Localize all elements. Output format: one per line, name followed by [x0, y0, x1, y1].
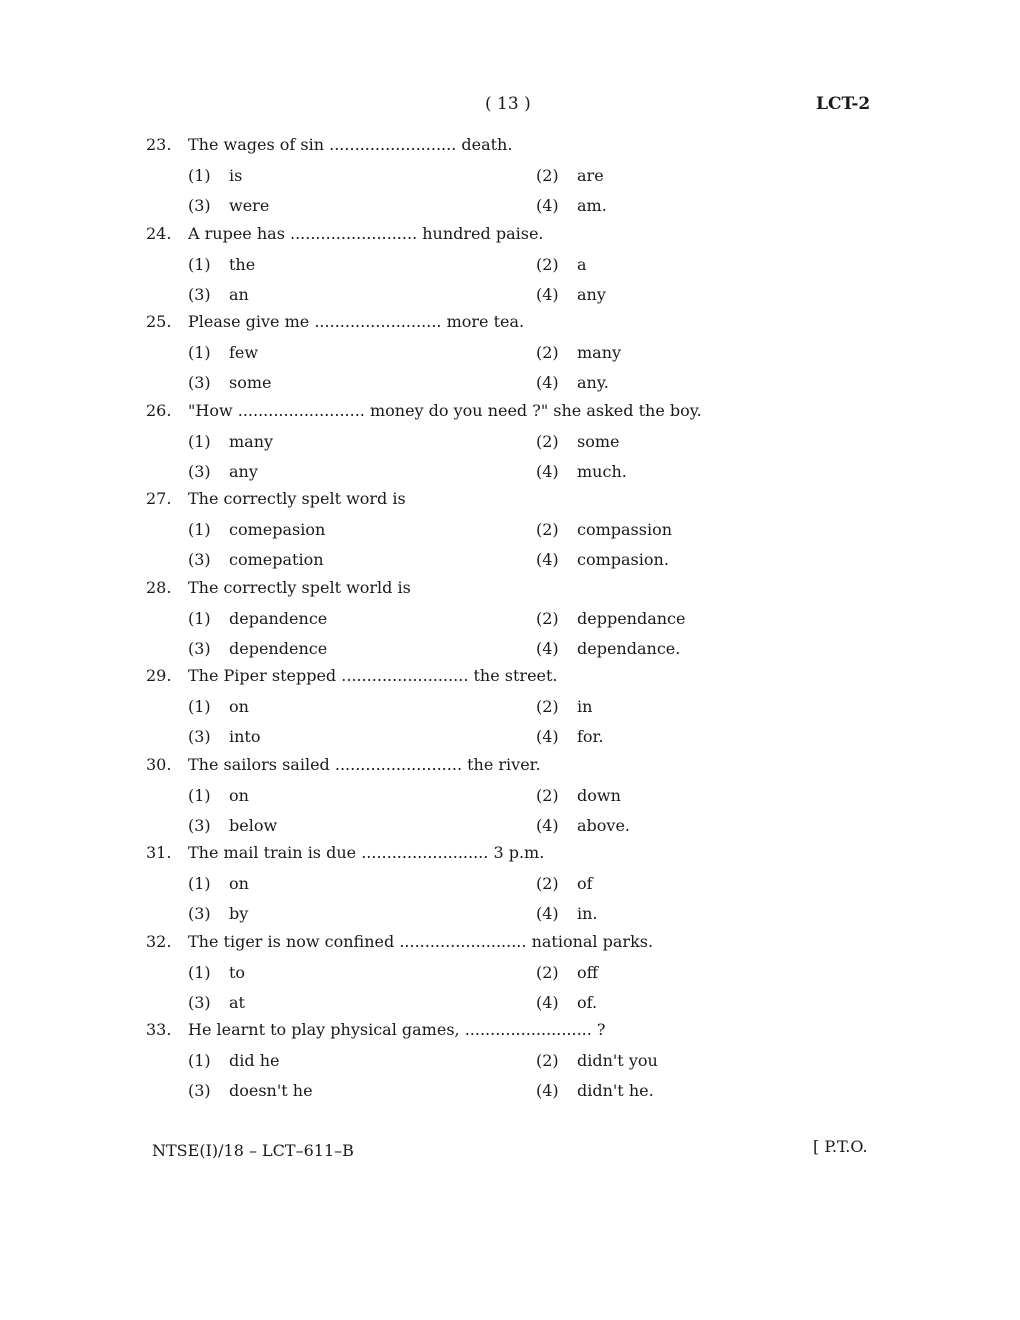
- option-number: (4): [536, 550, 559, 569]
- question-text: The Piper stepped ......................... the street.: [188, 666, 558, 685]
- option-3[interactable]: [188, 816, 277, 835]
- option-4[interactable]: [536, 993, 597, 1012]
- option-4[interactable]: [536, 816, 630, 835]
- option-number: (1): [188, 785, 211, 805]
- option-text: am.: [577, 196, 607, 215]
- option-text: below: [229, 815, 278, 835]
- option-number: (2): [536, 962, 559, 982]
- option-number: (2): [536, 343, 559, 362]
- option-4[interactable]: [536, 1081, 654, 1100]
- option-number: (1): [188, 874, 211, 893]
- option-3[interactable]: [188, 1081, 313, 1100]
- option-text: of.: [577, 992, 598, 1012]
- option-1[interactable]: [188, 520, 325, 539]
- question-item: [146, 578, 906, 667]
- option-number: (3): [188, 284, 211, 304]
- option-number: (1): [188, 520, 211, 539]
- option-3[interactable]: [188, 550, 324, 569]
- option-number: (3): [188, 992, 211, 1012]
- option-text: down: [577, 785, 621, 805]
- question-stem: [146, 843, 544, 862]
- question-text: The correctly spelt word is: [188, 489, 406, 508]
- question-text: "How ......................... money do you need ?" she asked the boy.: [188, 400, 702, 420]
- footer-booklet-code: NTSE(I)/18 – LCT–611–B: [152, 1141, 354, 1160]
- option-number: (3): [188, 638, 211, 658]
- option-text: deppendance: [577, 608, 686, 628]
- question-stem: [146, 666, 558, 685]
- option-text: many: [229, 431, 274, 451]
- option-text: any: [229, 461, 258, 481]
- option-2[interactable]: [536, 1051, 658, 1070]
- question-item: [146, 932, 906, 1021]
- option-number: (4): [536, 727, 559, 746]
- option-number: (4): [536, 904, 559, 923]
- option-4[interactable]: [536, 285, 606, 304]
- option-number: (1): [188, 431, 211, 451]
- option-number: (4): [536, 1081, 559, 1100]
- option-text: much.: [577, 461, 627, 481]
- question-text: The wages of sin ......................... death.: [188, 135, 513, 154]
- question-number: 24.: [146, 223, 172, 243]
- option-text: doesn't he: [229, 1081, 313, 1100]
- option-number: (3): [188, 373, 211, 392]
- option-4[interactable]: [536, 727, 604, 746]
- option-3[interactable]: [188, 285, 249, 304]
- option-text: to: [229, 962, 246, 982]
- option-text: didn't you: [577, 1051, 658, 1070]
- option-number: (1): [188, 166, 211, 185]
- question-stem: [146, 1020, 606, 1039]
- option-2[interactable]: [536, 609, 685, 628]
- option-number: (4): [536, 284, 559, 304]
- option-text: compassion: [577, 520, 673, 539]
- question-number: 31.: [146, 843, 172, 862]
- option-text: an: [229, 284, 249, 304]
- option-number: (4): [536, 196, 559, 215]
- option-number: (1): [188, 1051, 211, 1070]
- option-1[interactable]: [188, 166, 242, 185]
- option-1[interactable]: [188, 874, 249, 893]
- option-number: (3): [188, 461, 211, 481]
- option-text: depandence: [229, 608, 328, 628]
- option-3[interactable]: [188, 462, 258, 481]
- option-4[interactable]: [536, 639, 680, 658]
- question-text: The correctly spelt world is: [188, 577, 411, 597]
- question-number: 27.: [146, 489, 172, 508]
- option-text: in.: [577, 904, 598, 923]
- question-stem: [146, 401, 702, 420]
- option-text: comepasion: [229, 520, 326, 539]
- option-2[interactable]: [536, 520, 672, 539]
- question-item: [146, 1020, 906, 1109]
- option-3[interactable]: [188, 993, 245, 1012]
- option-text: were: [229, 196, 270, 215]
- question-number: 28.: [146, 577, 172, 597]
- option-number: (3): [188, 196, 211, 215]
- option-2[interactable]: [536, 166, 604, 185]
- question-text: A rupee has ......................... hundred paise.: [188, 223, 544, 243]
- option-3[interactable]: [188, 727, 260, 746]
- question-item: [146, 666, 906, 755]
- option-text: of: [577, 874, 593, 893]
- question-stem: [146, 224, 544, 243]
- question-text: He learnt to play physical games, ......................... ?: [188, 1020, 606, 1039]
- option-text: into: [229, 727, 261, 746]
- option-number: (2): [536, 608, 559, 628]
- option-number: (1): [188, 697, 211, 716]
- question-stem: [146, 755, 541, 774]
- option-number: (2): [536, 520, 559, 539]
- option-text: off: [577, 962, 598, 982]
- question-stem: [146, 489, 406, 508]
- question-item: [146, 312, 906, 401]
- option-number: (3): [188, 815, 211, 835]
- option-4[interactable]: [536, 904, 598, 923]
- question-text: The mail train is due ......................... 3 p.m.: [188, 843, 545, 862]
- option-number: (3): [188, 727, 211, 746]
- option-text: some: [229, 373, 272, 392]
- option-text: dependance.: [577, 638, 681, 658]
- question-number: 29.: [146, 666, 172, 685]
- option-text: are: [577, 166, 604, 185]
- option-1[interactable]: [188, 697, 249, 716]
- question-number: 33.: [146, 1020, 172, 1039]
- question-item: [146, 755, 906, 844]
- question-item: [146, 843, 906, 932]
- option-text: did he: [229, 1051, 280, 1070]
- option-number: (3): [188, 904, 211, 923]
- question-list: [146, 135, 906, 1109]
- option-text: at: [229, 992, 245, 1012]
- option-number: (4): [536, 461, 559, 481]
- option-text: comepation: [229, 550, 324, 569]
- option-number: (2): [536, 431, 559, 451]
- option-number: (1): [188, 343, 211, 362]
- option-text: in: [577, 697, 593, 716]
- option-text: any: [577, 284, 606, 304]
- option-number: (4): [536, 992, 559, 1012]
- question-stem: [146, 135, 512, 154]
- option-4[interactable]: [536, 462, 627, 481]
- option-number: (3): [188, 550, 211, 569]
- option-number: (2): [536, 697, 559, 716]
- option-number: (1): [188, 608, 211, 628]
- option-number: (3): [188, 1081, 211, 1100]
- question-number: 30.: [146, 754, 172, 774]
- option-2[interactable]: [536, 786, 621, 805]
- option-text: compasion.: [577, 550, 669, 569]
- option-number: (1): [188, 962, 211, 982]
- option-text: few: [229, 343, 259, 362]
- option-3[interactable]: [188, 639, 327, 658]
- option-1[interactable]: [188, 432, 273, 451]
- option-number: (4): [536, 638, 559, 658]
- question-number: 26.: [146, 400, 172, 420]
- option-number: (2): [536, 874, 559, 893]
- option-text: dependence: [229, 638, 328, 658]
- option-2[interactable]: [536, 697, 592, 716]
- option-number: (2): [536, 785, 559, 805]
- option-1[interactable]: [188, 963, 245, 982]
- question-item: [146, 401, 906, 490]
- option-text: on: [229, 874, 249, 893]
- question-item: [146, 489, 906, 578]
- option-1[interactable]: [188, 786, 249, 805]
- option-text: above.: [577, 815, 631, 835]
- question-text: The tiger is now confined ......................... national parks.: [188, 931, 654, 951]
- question-number: 25.: [146, 312, 172, 331]
- question-text: The sailors sailed ......................... the river.: [188, 754, 541, 774]
- option-text: many: [577, 343, 622, 362]
- option-4[interactable]: [536, 550, 669, 569]
- option-1[interactable]: [188, 343, 258, 362]
- question-stem: [146, 312, 524, 331]
- option-number: (1): [188, 254, 211, 274]
- option-2[interactable]: [536, 432, 619, 451]
- option-text: by: [229, 904, 249, 923]
- question-item: [146, 135, 906, 224]
- footer-pto: [ P.T.O.: [813, 1137, 868, 1156]
- option-text: is: [229, 166, 243, 185]
- page-number: ( 13 ): [485, 94, 531, 114]
- option-4[interactable]: [536, 196, 607, 215]
- option-number: (2): [536, 254, 559, 274]
- option-text: on: [229, 785, 249, 805]
- option-3[interactable]: [188, 904, 248, 923]
- option-text: a: [577, 254, 587, 274]
- option-2[interactable]: [536, 343, 621, 362]
- option-text: the: [229, 254, 256, 274]
- question-number: 23.: [146, 135, 172, 154]
- paper-code: LCT-2: [816, 94, 871, 114]
- question-item: [146, 224, 906, 313]
- option-number: (4): [536, 373, 559, 392]
- question-text: Please give me ......................... more tea.: [188, 312, 525, 331]
- option-number: (2): [536, 1051, 559, 1070]
- option-1[interactable]: [188, 255, 255, 274]
- option-4[interactable]: [536, 373, 609, 392]
- option-number: (4): [536, 815, 559, 835]
- option-number: (2): [536, 166, 559, 185]
- option-text: didn't he.: [577, 1081, 654, 1100]
- option-text: some: [577, 431, 620, 451]
- option-text: for.: [577, 727, 604, 746]
- question-number: 32.: [146, 931, 172, 951]
- option-text: any.: [577, 373, 609, 392]
- option-3[interactable]: [188, 373, 271, 392]
- question-stem: [146, 932, 653, 951]
- option-2[interactable]: [536, 963, 598, 982]
- option-text: on: [229, 697, 249, 716]
- option-3[interactable]: [188, 196, 269, 215]
- option-1[interactable]: [188, 609, 327, 628]
- option-2[interactable]: [536, 874, 593, 893]
- option-2[interactable]: [536, 255, 587, 274]
- question-stem: [146, 578, 411, 597]
- option-1[interactable]: [188, 1051, 279, 1070]
